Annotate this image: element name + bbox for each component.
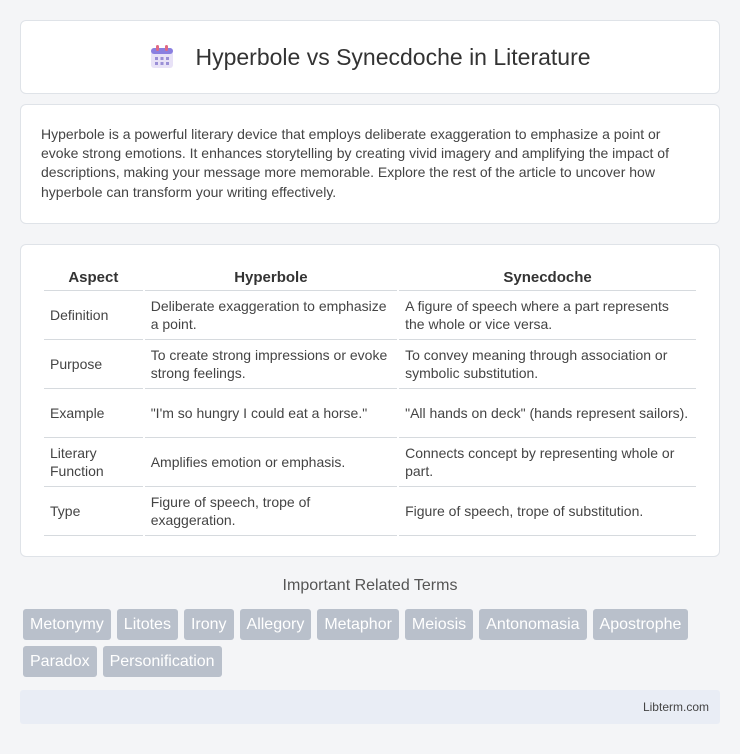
cell-synecdoche: A figure of speech where a part represents the whole or vice versa. (399, 291, 696, 340)
calendar-icon (149, 44, 175, 70)
cell-synecdoche: Figure of speech, trope of substitution. (399, 487, 696, 536)
table-row (44, 389, 696, 438)
cell-aspect: Literary Function (44, 438, 143, 487)
cell-hyperbole: Figure of speech, trope of exaggeration. (145, 487, 397, 536)
header-aspect: Aspect (44, 265, 143, 291)
tag-apostrophe[interactable]: Apostrophe (593, 609, 689, 640)
tag-irony[interactable]: Irony (184, 609, 234, 640)
cell-aspect: Definition (44, 291, 143, 340)
intro-text: Hyperbole is a powerful literary device that employs deliberate exaggeration to emphasize a point or evoke strong emotions. It enhances storytelling by creating vivid imagery and amplifying the impact of descriptions, making your message more memorable. Explore the rest of the article to uncover how hyperbole can transform your writing effectively. (41, 126, 669, 200)
related-terms-list (23, 609, 723, 683)
tag-meiosis[interactable]: Meiosis (405, 609, 473, 640)
tag-antonomasia[interactable]: Antonomasia (479, 609, 586, 640)
table-row (44, 291, 696, 340)
tag-metaphor[interactable]: Metaphor (317, 609, 399, 640)
cell-aspect: Example (44, 389, 143, 438)
page-title: Hyperbole vs Synecdoche in Literature (195, 43, 591, 70)
cell-hyperbole: "I'm so hungry I could eat a horse." (145, 389, 397, 438)
table-header-row (44, 265, 696, 291)
header-hyperbole: Hyperbole (145, 265, 397, 291)
cell-aspect: Purpose (44, 340, 143, 389)
footer (20, 690, 720, 724)
cell-hyperbole: To create strong impressions or evoke strong feelings. (145, 340, 397, 389)
header-card (20, 20, 720, 94)
tag-litotes[interactable]: Litotes (117, 609, 178, 640)
table-row (44, 340, 696, 389)
table-row (44, 438, 696, 487)
cell-synecdoche: "All hands on deck" (hands represent sailors). (399, 389, 696, 438)
tag-allegory[interactable]: Allegory (240, 609, 312, 640)
footer-site-link[interactable]: Libterm.com (642, 700, 709, 714)
header-synecdoche: Synecdoche (399, 265, 696, 291)
comparison-table (42, 265, 698, 536)
tag-metonymy[interactable]: Metonymy (23, 609, 111, 640)
comparison-table-card (20, 244, 720, 557)
intro-card (20, 104, 720, 224)
cell-hyperbole: Deliberate exaggeration to emphasize a point. (145, 291, 397, 340)
tag-paradox[interactable]: Paradox (23, 646, 97, 677)
table-row (44, 487, 696, 536)
related-terms-title: Important Related Terms (282, 577, 458, 594)
cell-synecdoche: To convey meaning through association or symbolic substitution. (399, 340, 696, 389)
tag-personification[interactable]: Personification (103, 646, 222, 677)
cell-aspect: Type (44, 487, 143, 536)
cell-synecdoche: Connects concept by representing whole or part. (399, 438, 696, 487)
cell-hyperbole: Amplifies emotion or emphasis. (145, 438, 397, 487)
